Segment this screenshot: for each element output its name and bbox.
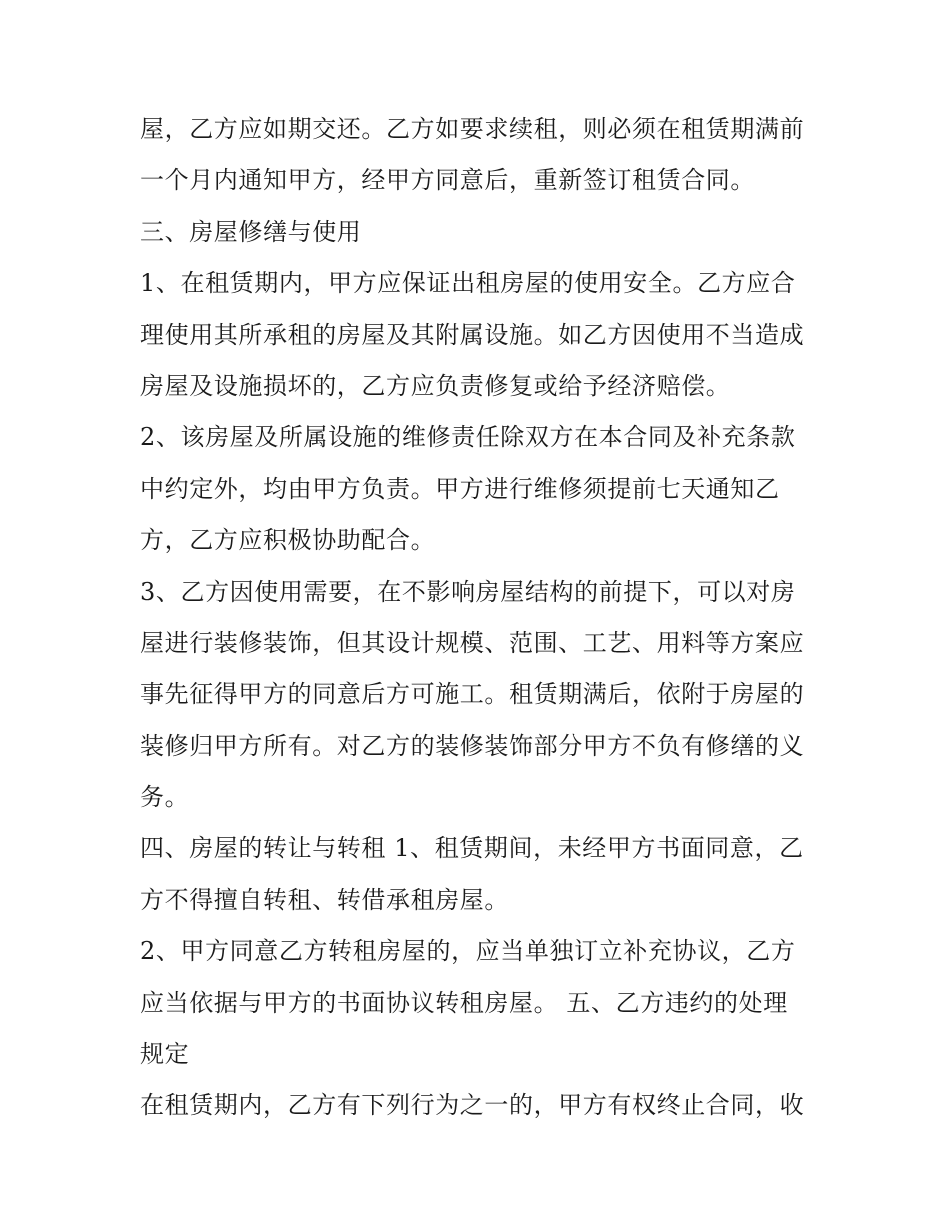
text-line: 3、乙方因使用需要，在不影响房屋结构的前提下，可以对房 <box>140 577 796 606</box>
text-line: 方不得擅自转租、转借承租房屋。 <box>140 885 509 914</box>
text-line: 应当依据与甲方的书面协议转租房屋。 五、乙方违约的处理 <box>140 988 788 1017</box>
text-line: 规定 <box>140 1040 190 1069</box>
section-heading: 四、房屋的转让与转租 1、租赁期间，未经甲方书面同意，乙 <box>140 834 804 863</box>
section-heading: 三、房屋修缮与使用 <box>140 217 362 246</box>
document-body <box>140 104 820 1132</box>
text-line: 1、在租赁期内，甲方应保证出租房屋的使用安全。乙方应合 <box>140 269 796 298</box>
text-line: 装修归甲方所有。对乙方的装修装饰部分甲方不负有修缮的义 <box>140 731 805 760</box>
text-line: 屋，乙方应如期交还。乙方如要求续租，则必须在租赁期满前 <box>140 115 805 143</box>
text-line: 中约定外，均由甲方负责。甲方进行维修须提前七天通知乙 <box>140 474 780 503</box>
text-line: 房屋及设施损坏的，乙方应负责修复或给予经济赔偿。 <box>140 371 731 400</box>
text-line: 方，乙方应积极协助配合。 <box>140 526 436 555</box>
text-line: 2、该房屋及所属设施的维修责任除双方在本合同及补充条款 <box>140 423 796 452</box>
text-line: 在租赁期内，乙方有下列行为之一的，甲方有权终止合同，收 <box>140 1091 805 1120</box>
text-line: 屋进行装修装饰，但其设计规模、范围、工艺、用料等方案应 <box>140 628 805 657</box>
text-line: 事先征得甲方的同意后方可施工。租赁期满后，依附于房屋的 <box>140 680 805 709</box>
text-line: 理使用其所承租的房屋及其附属设施。如乙方因使用不当造成 <box>140 320 805 349</box>
text-line: 一个月内通知甲方，经甲方同意后，重新签订租赁合同。 <box>140 166 755 195</box>
text-line: 务。 <box>140 783 190 812</box>
text-line: 2、甲方同意乙方转租房屋的，应当单独订立补充协议，乙方 <box>140 937 796 966</box>
